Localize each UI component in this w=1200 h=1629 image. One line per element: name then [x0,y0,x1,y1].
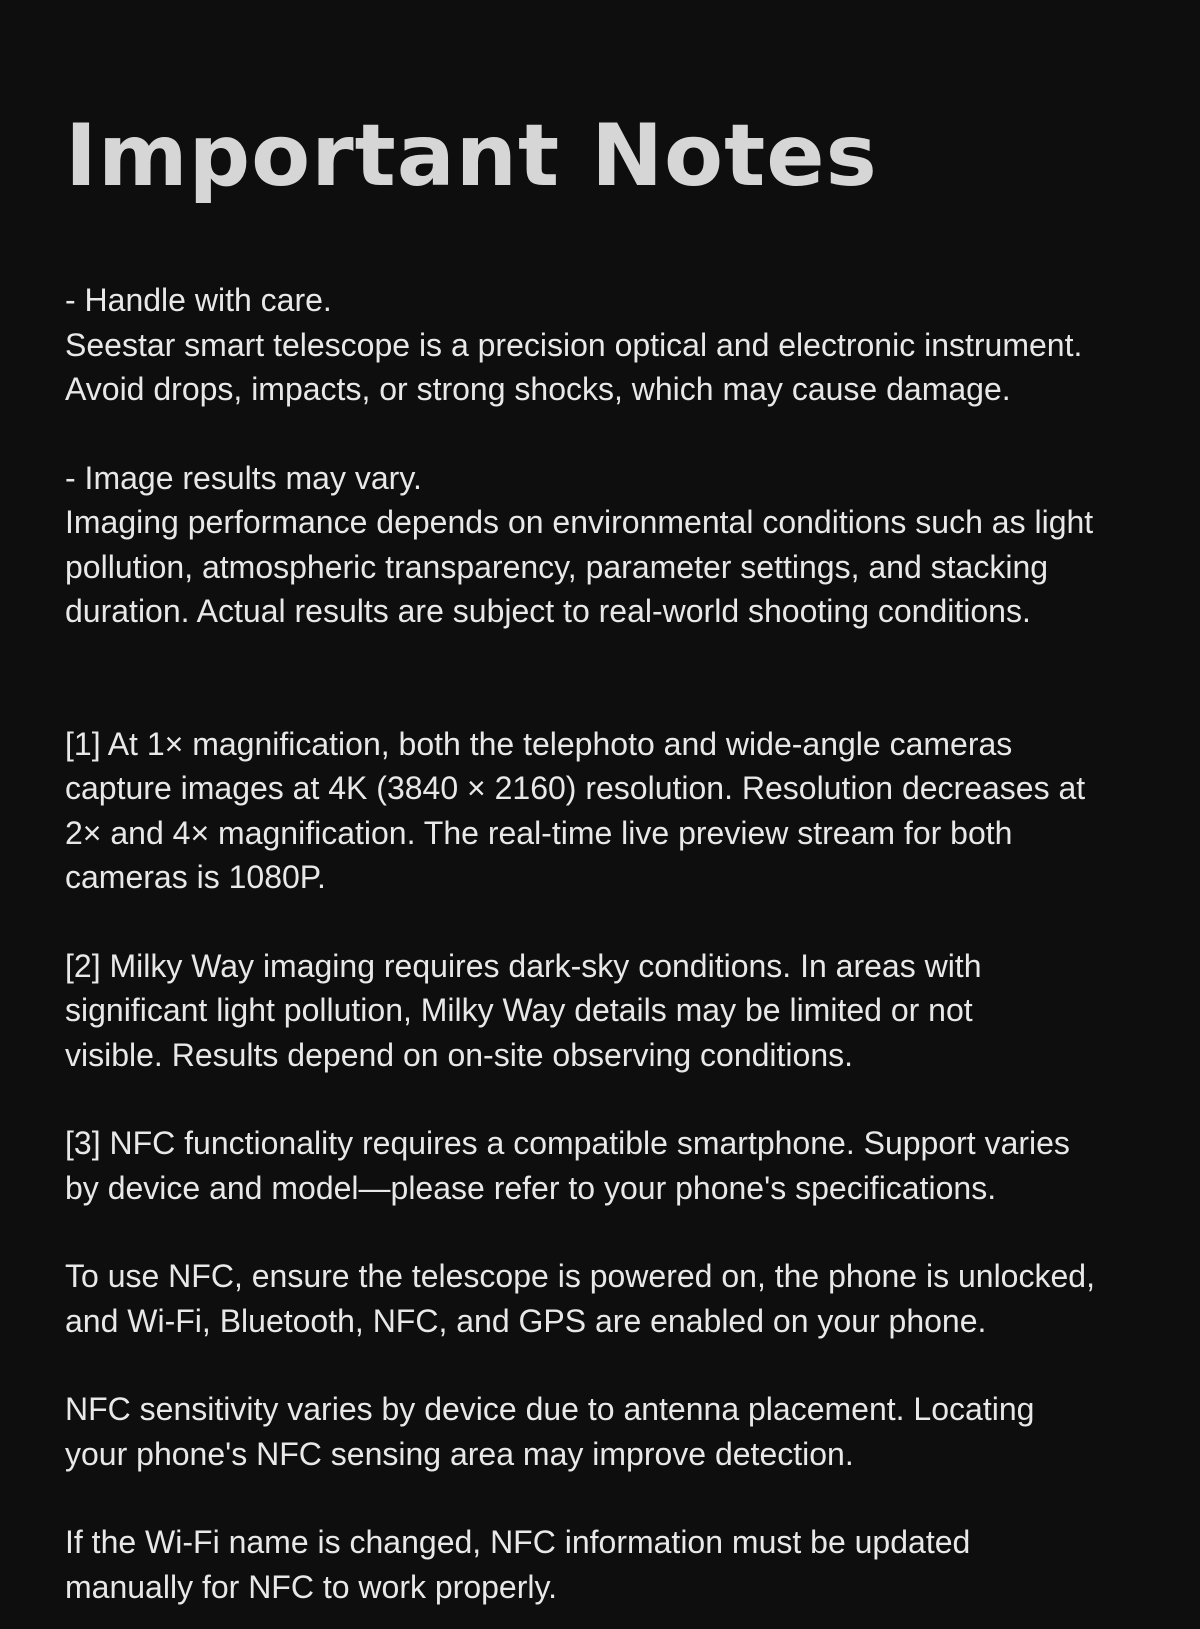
footnote-3-nfc-compatibility: [3] NFC functionality requires a compatible smartphone. Support varies by device and model—please refer to your phone's specifications. [65,1125,1070,1206]
nfc-usage-note: To use NFC, ensure the telescope is powered on, the phone is unlocked, and Wi-Fi, Bluetooth, NFC, and GPS are enabled on your phone. [65,1258,1095,1339]
nfc-sensitivity-note: NFC sensitivity varies by device due to antenna placement. Locating your phone's NFC sensing area may improve detection. [65,1391,1035,1472]
nfc-wifi-name-note: If the Wi-Fi name is changed, NFC information must be updated manually for NFC to work properly. [65,1524,971,1605]
footnote-1-magnification: [1] At 1× magnification, both the telephoto and wide-angle cameras capture images at 4K (3840 × 2160) resolution. Resolution decreases at 2× and 4× magnification. The real-time live preview stream for both cameras is 1080P. [65,725,1086,895]
footnote-2-milky-way: [2] Milky Way imaging requires dark-sky conditions. In areas with significant light pollution, Milky Way details may be limited or not visible. Results depend on on-site observing conditions. [65,947,982,1073]
notes-list [65,278,1175,1609]
page-title: Important Notes [65,106,878,206]
note-image-results: - Image results may vary. Imaging performance depends on environmental conditions such as light pollution, atmospheric transparency, parameter settings, and stacking duration. Actual results are subject to real-world shooting conditions. [65,459,1094,629]
note-handle-with-care: - Handle with care. Seestar smart telescope is a precision optical and electronic instrument. Avoid drops, impacts, or strong shocks, which may cause damage. [65,282,1083,407]
